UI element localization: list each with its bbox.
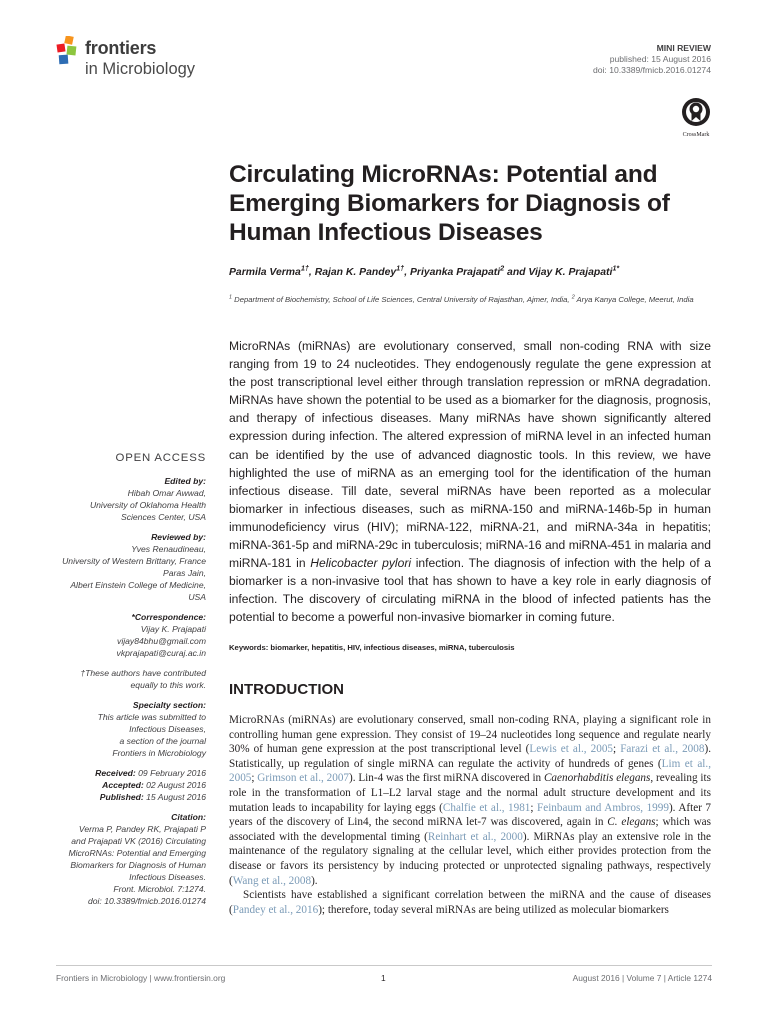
author-marker: 1†: [300, 263, 309, 273]
affiliation-marker: 1: [229, 294, 232, 301]
article-doi[interactable]: doi: 10.3389/fmicb.2016.01274: [592, 65, 711, 75]
footer-divider: [56, 965, 712, 966]
article-type: MINI REVIEW: [656, 43, 711, 53]
sidebar-line: USA: [188, 592, 206, 602]
sidebar-line: MicroRNAs: Potential and Emerging: [68, 848, 206, 858]
citation-link[interactable]: Wang et al., 2008: [232, 874, 312, 887]
correspondence-label: *Correspondence:: [131, 612, 206, 622]
sidebar-line: Infectious Diseases.: [129, 872, 206, 882]
edited-by-lines: [56, 487, 206, 523]
sidebar-line: Sciences Center, USA: [120, 512, 206, 522]
published-date: published: 15 August 2016: [609, 54, 711, 64]
sidebar-line: Frontiers in Microbiology: [112, 748, 206, 758]
paragraph: Scientists have established a significant correlation between the miRNA and the cause of diseases (Pandey et al., 2016); therefore, today several miRNAs are being utilized as molecular biomarkers: [229, 889, 711, 916]
sidebar-line: University of Oklahoma Health: [89, 500, 206, 510]
author-marker: 1†: [396, 263, 405, 273]
reviewed-by-lines: [56, 543, 206, 603]
edited-by-block: [56, 475, 206, 523]
sidebar-line: doi: 10.3389/fmicb.2016.01274: [87, 896, 206, 906]
article-title: Circulating MicroRNAs: Potential and Emerging Biomarkers for Diagnosis of Human Infectious Diseases: [229, 161, 670, 246]
citation-lines: [56, 823, 206, 907]
specialty-label: Specialty section:: [132, 700, 206, 710]
correspondence-lines[interactable]: [56, 623, 206, 659]
author-name[interactable]: Parmila Verma: [229, 267, 301, 278]
species-name: Caenorhabditis elegans: [543, 772, 651, 785]
sidebar-line: University of Western Brittany, France: [62, 556, 206, 566]
citation-link[interactable]: Grimson et al., 2007: [257, 772, 350, 785]
sidebar-line: Biomarkers for Diagnosis of Human: [70, 860, 206, 870]
sidebar-line: equally to this work.: [130, 680, 206, 690]
frontiers-logo-icon: [56, 36, 82, 66]
paragraph: MicroRNAs (miRNAs) are evolutionary conserved, small non-coding RNA, playing a significant role in controlling human gene expression. They consist of 19–24 nucleotides long sequence and regulate nearly 30% of human gene expression at the post transcriptional level (Lewis et al., 2005; Farazi et al., 2008). Statistically, up regulation of single miRNA can regulate the activity of hundreds of genes (Lim et al., 2005; Grimson et al., 2007). Lin-4 was the first miRNA discovered in Caenorhabditis elegans, revealing its role in the transformation of L1–L2 larval stage and the normal adult structure development and its mutation leads to incapability for laying eggs (Chalfie et al., 1981; Feinbaum and Ambros, 1999). After 7 years of the discovery of Lin4, the second miRNA let-7 was discovered, again in C. elegans; which was associated with the developmental timing (Reinhart et al., 2000). MiRNAs play an extensive role in the maintenance of the regulatory signaling at the cellular level, which either provides protection from the disease or favors its persistency by inducing protected or unprotected signaling pathways, respectively (Wang et al., 2008).: [229, 714, 712, 887]
open-access-label: OPEN ACCESS: [115, 452, 206, 464]
accepted-date: Accepted: 02 August 2016: [102, 780, 206, 790]
published-date-sidebar: Published: 15 August 2016: [99, 792, 206, 802]
species-name: C. elegans: [607, 816, 656, 829]
abstract: [229, 337, 711, 627]
sidebar-line: Paras Jain,: [163, 568, 206, 578]
citation-link[interactable]: Chalfie et al., 1981: [442, 801, 531, 814]
author-name[interactable]: Priyanka Prajapati: [410, 267, 501, 278]
citation-link[interactable]: Pandey et al., 2016: [232, 903, 319, 916]
author-marker: 2: [500, 263, 505, 273]
affiliation-marker: 2: [571, 294, 575, 301]
citation-link[interactable]: Lewis et al., 2005: [529, 743, 614, 756]
journal-logo: [56, 33, 216, 83]
sidebar-line[interactable]: vijay84bhu@gmail.com: [117, 636, 206, 646]
logo-wordmark: frontiers: [85, 38, 157, 58]
crossmark-icon: [681, 97, 711, 127]
sidebar-line: This article was submitted to: [97, 712, 206, 722]
contribution-note: [56, 667, 206, 691]
introduction-body: [229, 713, 711, 917]
author-name[interactable]: Vijay K. Prajapati: [528, 267, 613, 278]
crossmark-label: CrossMark: [682, 132, 710, 138]
received-date: Received: 09 February 2016: [95, 768, 206, 778]
author-marker: 1*: [612, 263, 620, 273]
specialty-lines: [56, 711, 206, 759]
sidebar-line: Hibah Omar Awwad,: [127, 488, 206, 498]
keywords: Keywords: biomarker, hepatitis, HIV, infectious diseases, miRNA, tuberculosis: [229, 643, 515, 652]
citation-link[interactable]: Feinbaum and Ambros, 1999: [537, 801, 669, 814]
article-sidebar: [56, 452, 206, 915]
article-meta: [593, 43, 711, 76]
sidebar-line: a section of the journal: [119, 736, 206, 746]
specialty-block: [56, 699, 206, 759]
sidebar-line: Front. Microbiol. 7:1274.: [113, 884, 206, 894]
sidebar-line: Yves Renaudineau,: [131, 544, 206, 554]
sidebar-line[interactable]: Vijay K. Prajapati: [140, 624, 206, 634]
footer-journal[interactable]: Frontiers in Microbiology | www.frontiersin.org: [56, 973, 226, 983]
affiliation-text: Arya Kanya College, Meerut, India: [574, 295, 694, 304]
abstract-text: MicroRNAs (miRNAs) are evolutionary conserved, small non-coding RNA with size ranging from 19 to 24 nucleotides. They endogenously regulate the gene expression at the post transcriptional level either through translation repression or mRNA degradation. MiRNAs have shown the potential to be used as a biomarker for the diagnosis, prognosis, and therapy of infectious diseases. Many miRNAs have shown significantly altered expression during infection. The altered expression of miRNA level in an infected human can be identified by the use of advanced diagnostic tools. In this review, we have highlighted the use of miRNA as an emerging tool for the identification of the human infectious disease. Till date, several miRNAs have been reported as a molecular biomarker in infectious diseases, such as miRNA-150 and miRNA-146b-5p in human immunodeficiency virus (HIV); miRNA-122, miRNA-21, and miRNA-34a in hepatitis; miRNA-361-5p and miRNA-29c in tuberculosis; miRNA-16 and miRNA-451 in malaria and miRNA-181 in: [229, 339, 711, 571]
sidebar-line: †These authors have contributed: [80, 668, 206, 678]
author-list: Parmila Verma$^{1\dagger}$, Rajan K. Pandey$^{1\dagger}$, Priyanka Prajapati$^2$ and Vijay K. Prajapati$^{1*}$: [229, 263, 620, 278]
citation-link[interactable]: Lim et al., 2005: [229, 757, 711, 785]
section-heading-introduction: INTRODUCTION: [229, 681, 344, 698]
affiliations: [229, 294, 719, 305]
abstract-text: infection. The diagnosis of infection with the help of a biomarker is a non-invasive tool that has shown to have a key role in early diagnosis of infection. The discovery of circulating miRNA in the blood of infected patients has the potential to become a powerful non-invasive biomarker in coming future.: [229, 556, 711, 625]
sidebar-line[interactable]: vkprajapati@curaj.ac.in: [116, 648, 206, 658]
reviewed-by-block: [56, 531, 206, 603]
author-name[interactable]: Rajan K. Pandey: [314, 267, 397, 278]
citation-link[interactable]: Farazi et al., 2008: [620, 743, 705, 756]
footer-issue: August 2016 | Volume 7 | Article 1274: [572, 973, 712, 983]
sidebar-line: Infectious Diseases,: [129, 724, 206, 734]
citation-block: [56, 811, 206, 907]
dates-block: [56, 767, 206, 803]
logo-journal-name: in Microbiology: [85, 60, 196, 78]
sidebar-line: Albert Einstein College of Medicine,: [70, 580, 206, 590]
reviewed-by-label: Reviewed by:: [151, 532, 206, 542]
affiliation-text: Department of Biochemistry, School of Life Sciences, Central University of Rajasthan, Ajmer, India,: [232, 295, 572, 304]
edited-by-label: Edited by:: [164, 476, 206, 486]
citation-label: Citation:: [171, 812, 206, 822]
sidebar-line: Verma P, Pandey RK, Prajapati P: [78, 824, 206, 834]
crossmark-badge[interactable]: [678, 97, 714, 138]
correspondence-block: [56, 611, 206, 659]
abstract-species: Helicobacter pylori: [310, 556, 412, 571]
sidebar-line: and Prajapati VK (2016) Circulating: [71, 836, 206, 846]
citation-link[interactable]: Reinhart et al., 2000: [427, 830, 523, 843]
page-number: 1: [381, 973, 386, 983]
